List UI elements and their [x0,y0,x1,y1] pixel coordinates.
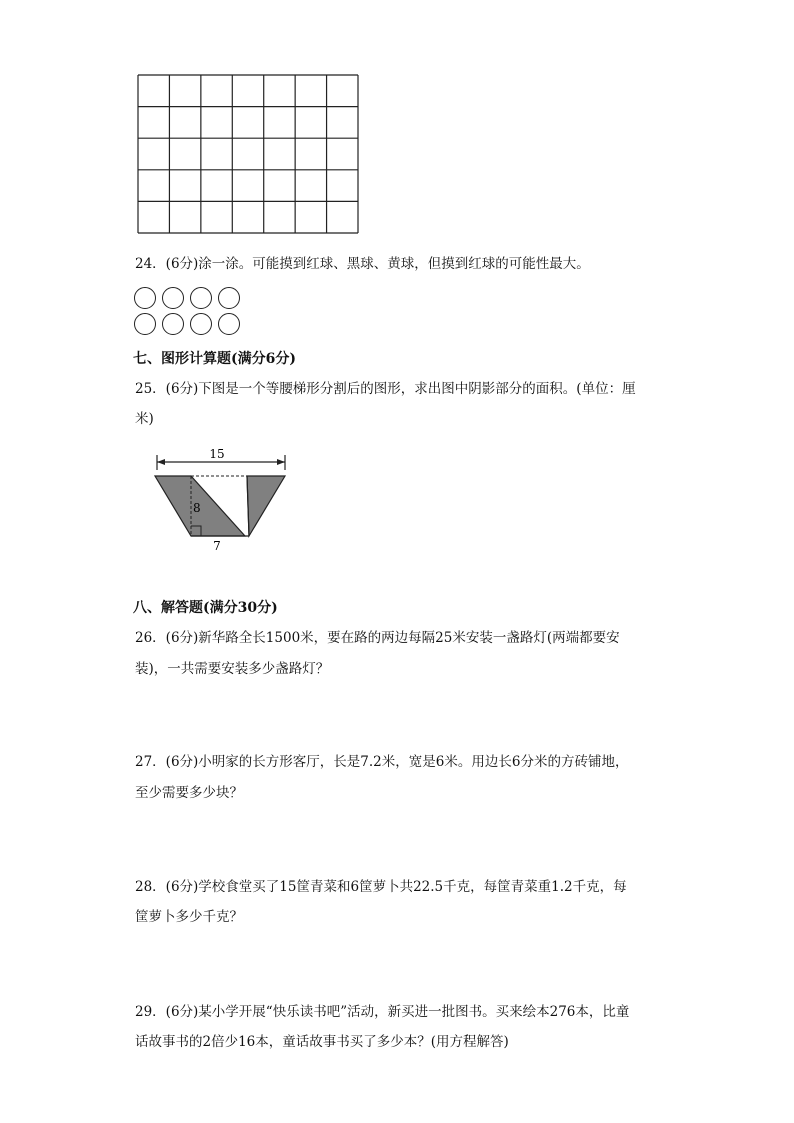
ball-circle[interactable] [134,313,156,335]
shaded-right-part [247,476,285,536]
circle-row-2 [134,313,240,335]
ball-circle[interactable] [162,313,184,335]
section-8-title: 八、解答题(满分30分) [133,600,278,616]
question-28-line-1: 28．(6分)学校食堂买了15筐青菜和6筐萝卜共22.5千克，每筐青菜重1.2千克，每 [135,879,627,895]
ball-circle[interactable] [218,313,240,335]
question-26-line-2: 装)，一共需要安装多少盏路灯？ [135,661,330,677]
question-28-line-2: 筐萝卜多少千克？ [135,909,243,925]
trapezoid-figure [145,440,305,560]
question-26-line-1: 26．(6分)新华路全长1500米，要在路的两边每隔25米安装一盏路灯(两端都要安 [135,630,620,646]
question-29-line-1: 29．(6分)某小学开展“快乐读书吧”活动，新买进一批图书。买来绘本276本，比童 [135,1004,630,1020]
arrow-right-icon [277,459,285,465]
height-label: 8 [193,501,201,515]
question-25-line-2: 米) [135,411,154,427]
section-7-title: 七、图形计算题(满分6分) [133,351,296,367]
arrow-left-icon [157,459,165,465]
question-29-line-2: 话故事书的2倍少16本，童话故事书买了多少本？(用方程解答) [135,1034,509,1050]
ball-circle[interactable] [162,287,184,309]
ball-circles[interactable] [134,287,240,335]
question-25-line-1: 25．(6分)下图是一个等腰梯形分割后的图形，求出图中阴影部分的面积。(单位：厘 [135,381,636,397]
circle-row-1 [134,287,240,309]
top-length-label: 15 [209,447,225,461]
bottom-length-label: 7 [213,539,221,553]
ball-circle[interactable] [190,313,212,335]
question-27-line-1: 27．(6分)小明家的长方形客厅，长是7.2米，宽是6米。用边长6分米的方砖铺地， [135,754,629,770]
question-27-line-2: 至少需要多少块？ [135,785,243,801]
ball-circle[interactable] [134,287,156,309]
question-24: 24．(6分)涂一涂。可能摸到红球、黑球、黄球，但摸到红球的可能性最大。 [135,256,590,272]
ball-circle[interactable] [190,287,212,309]
ball-circle[interactable] [218,287,240,309]
grid-paper [137,74,359,234]
